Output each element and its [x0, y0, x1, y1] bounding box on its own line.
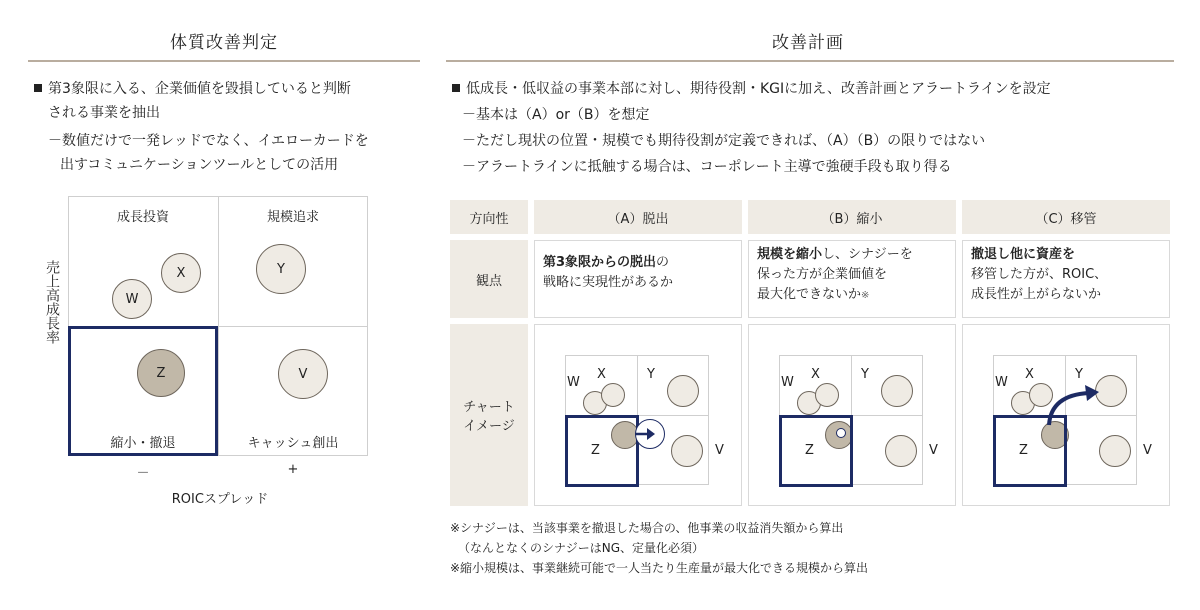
right-sub-3: －アラートラインに抵触する場合は、コーポレート主導で強硬手段も取り得る: [462, 159, 952, 175]
mini-b-label-v: V: [929, 443, 938, 458]
viewpoint-a-line2: 戦略に実現性があるか: [543, 275, 674, 290]
bubble-x: X: [161, 253, 201, 293]
mini-b-bubble-x: [815, 383, 839, 407]
right-bullet-text: [452, 78, 1051, 100]
mini-c-right-line: [1136, 355, 1137, 485]
mini-chart-a: [534, 324, 742, 506]
x-axis-minus: －: [136, 466, 150, 481]
mini-a-label-w: W: [567, 375, 580, 390]
right-title-rule: [446, 60, 1174, 62]
viewpoint-b: [748, 240, 956, 318]
right-section-title: 改善計画: [772, 33, 844, 53]
third-quadrant-highlight: [68, 326, 218, 456]
quadrant-label-cash-generation: キャッシュ創出: [247, 436, 339, 451]
viewpoint-b-line3: [757, 285, 947, 306]
mini-b-label-x: X: [811, 367, 820, 382]
mini-chart-c: [962, 324, 1170, 506]
footnote-mark: ※: [861, 290, 870, 301]
exit-arrow-icon: [633, 425, 657, 443]
mini-a-bubble-y: [667, 375, 699, 407]
mini-b-label-y: Y: [861, 367, 869, 382]
bubble-z: Z: [137, 349, 185, 397]
bubble-y: Y: [256, 244, 306, 294]
left-bullet-text: [34, 78, 351, 100]
viewpoint-a: [534, 240, 742, 318]
mini-b-third-quadrant: [779, 415, 853, 487]
mini-a-label-z: Z: [591, 443, 600, 458]
mini-c-label-w: W: [995, 375, 1008, 390]
mini-b-right-line: [922, 355, 923, 485]
mini-b-label-w: W: [781, 375, 794, 390]
table-head-a-exit: （A）脱出: [532, 198, 744, 236]
mini-a-label-v: V: [715, 443, 724, 458]
viewpoint-c-line2: 移管した方が、ROIC、: [971, 267, 1108, 282]
viewpoint-c: [962, 240, 1170, 318]
left-sub-line2: 出すコミュニケーションツールとしての活用: [60, 157, 339, 173]
left-title-rule: [28, 60, 420, 62]
mini-b-bubble-y: [881, 375, 913, 407]
right-sub-2: －ただし現状の位置・規模でも期待役割が定義できれば、（A）（B）の限りではない: [462, 133, 986, 149]
transfer-arrow-icon: [1039, 381, 1109, 433]
x-axis-plus: +: [287, 462, 299, 477]
mini-a-third-quadrant: [565, 415, 639, 487]
bubble-w: W: [112, 279, 152, 319]
viewpoint-c-bold: 撤退し他に資産を: [971, 247, 1076, 262]
left-bullet-cont: される事業を抽出: [48, 105, 160, 121]
mini-a-label-y: Y: [647, 367, 655, 382]
table-head-direction: 方向性: [448, 198, 530, 236]
mini-a-bubble-x: [601, 383, 625, 407]
right-bullet-line: 低成長・低収益の事業本部に対し、期待役割・KGIに加え、改善計画とアラートラインを設定: [466, 81, 1051, 97]
viewpoint-c-line1: [971, 245, 1161, 265]
table-row-chart-image: [448, 322, 530, 508]
mini-a-right-line: [708, 355, 709, 485]
row-chart-line2: イメージ: [463, 419, 515, 434]
viewpoint-c-line3: 成長性が上がらないか: [971, 287, 1102, 302]
mini-b-label-z: Z: [805, 443, 814, 458]
mini-c-label-x: X: [1025, 367, 1034, 382]
bullet-square-icon: [452, 84, 460, 92]
mini-c-bubble-v: [1099, 435, 1131, 467]
viewpoint-b-line1: [757, 245, 947, 265]
viewpoint-a-bold: 第3象限からの脱出: [543, 255, 657, 270]
mini-c-label-v: V: [1143, 443, 1152, 458]
quadrant-label-shrink-withdraw: 縮小・撤退: [110, 436, 176, 451]
mini-chart-b: [748, 324, 956, 506]
table-head-b-shrink: （B）縮小: [746, 198, 958, 236]
row-chart-line1: チャート: [463, 400, 515, 415]
quadrant-label-scale-pursuit: 規模追求: [266, 210, 319, 225]
bcg-matrix: [68, 196, 368, 456]
mini-c-label-z: Z: [1019, 443, 1028, 458]
y-axis-label: 売上高成長率: [44, 260, 60, 344]
mini-a-label-x: X: [597, 367, 606, 382]
viewpoint-a-line1: [543, 253, 733, 273]
footnote-1: ※シナジーは、当該事業を撤退した場合の、他事業の収益消失額から算出: [450, 521, 844, 535]
mini-a-bubble-v: [671, 435, 703, 467]
footnote-2: ※縮小規模は、事業継続可能で一人当たり生産量が最大化できる規模から算出: [450, 561, 869, 575]
quadrant-label-growth-investment: 成長投資: [116, 210, 169, 225]
left-sub-line1: －数値だけで一発レッドでなく、イエローカードを: [48, 133, 369, 149]
left-section-title: 体質改善判定: [170, 33, 278, 53]
right-sub-1: －基本は（A）or（B）を想定: [462, 107, 650, 123]
mini-c-label-y: Y: [1075, 367, 1083, 382]
footnote-1-cont: （なんとなくのシナジーはNG、定量化必須）: [458, 541, 705, 555]
table-head-c-transfer: （C）移管: [960, 198, 1172, 236]
table-row-viewpoint: 観点: [448, 238, 530, 320]
viewpoint-a-rest: の: [656, 255, 670, 270]
x-axis-label: ROICスプレッド: [171, 492, 269, 507]
bubble-v: V: [278, 349, 328, 399]
viewpoint-b-line2: 保った方が企業価値を: [757, 267, 888, 282]
left-bullet-line1: 第3象限に入る、企業価値を毀損していると判断: [48, 81, 351, 97]
bullet-square-icon: [34, 84, 42, 92]
viewpoint-b-bold: 規模を縮小: [757, 247, 823, 262]
viewpoint-b-rest: し、シナジーを: [822, 247, 913, 262]
mini-b-bubble-v: [885, 435, 917, 467]
viewpoint-b-line3-text: 最大化できないか: [757, 287, 862, 302]
